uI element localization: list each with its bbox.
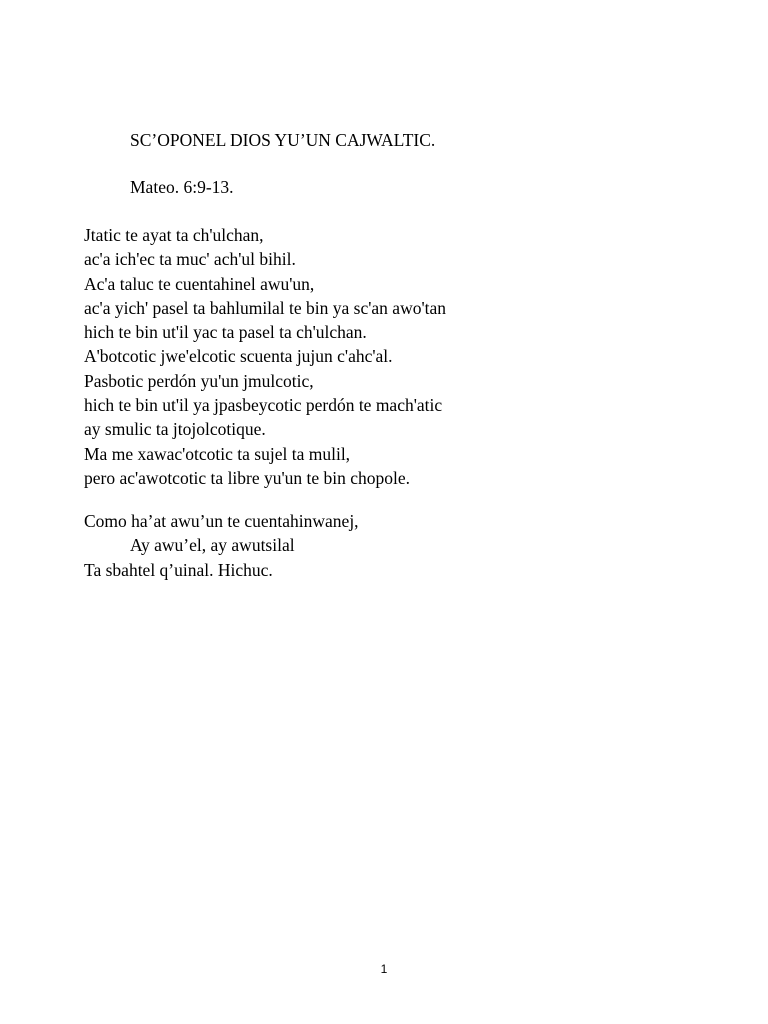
verse-line: Pasbotic perdón yu'un jmulcotic,: [84, 370, 314, 391]
page-number: 1: [380, 962, 388, 976]
verse-line: Ac'a taluc te cuentahinel awu'un,: [84, 273, 315, 294]
verse-line: Jtatic te ayat ta ch'ulchan,: [84, 225, 264, 245]
verse-line: hich te bin ut'il ya jpasbeycotic perdón te mach'atic: [84, 395, 443, 416]
prayer-body: [84, 223, 446, 490]
scripture-reference: Mateo. 6:9-13.: [130, 177, 234, 197]
closing-line: Como ha’at awu’un te cuentahinwanej,: [84, 511, 359, 531]
closing-line: Ta sbahtel q’uinal. Hichuc.: [84, 559, 273, 580]
verse-line: hich te bin ut'il yac ta pasel ta ch'ulchan.: [84, 322, 367, 343]
verse-line: Ma me xawac'otcotic ta sujel ta mulil,: [84, 443, 351, 464]
prayer-closing: [84, 509, 359, 582]
verse-line: ac'a yich' pasel ta bahlumilal te bin ya sc'an awo'tan: [84, 297, 446, 318]
verse-line: pero ac'awotcotic ta libre yu'un te bin chopole.: [84, 467, 411, 488]
verse-line: ay smulic ta jtojolcotique.: [84, 419, 266, 440]
prayer-title: SC’OPONEL DIOS YU’UN CAJWALTIC.: [130, 130, 436, 150]
closing-line: Ay awu’el, ay awutsilal: [130, 535, 295, 556]
verse-line: A'botcotic jwe'elcotic scuenta jujun c'ahc'al.: [84, 346, 393, 367]
verse-line: ac'a ich'ec ta muc' ach'ul bihil.: [84, 249, 296, 270]
